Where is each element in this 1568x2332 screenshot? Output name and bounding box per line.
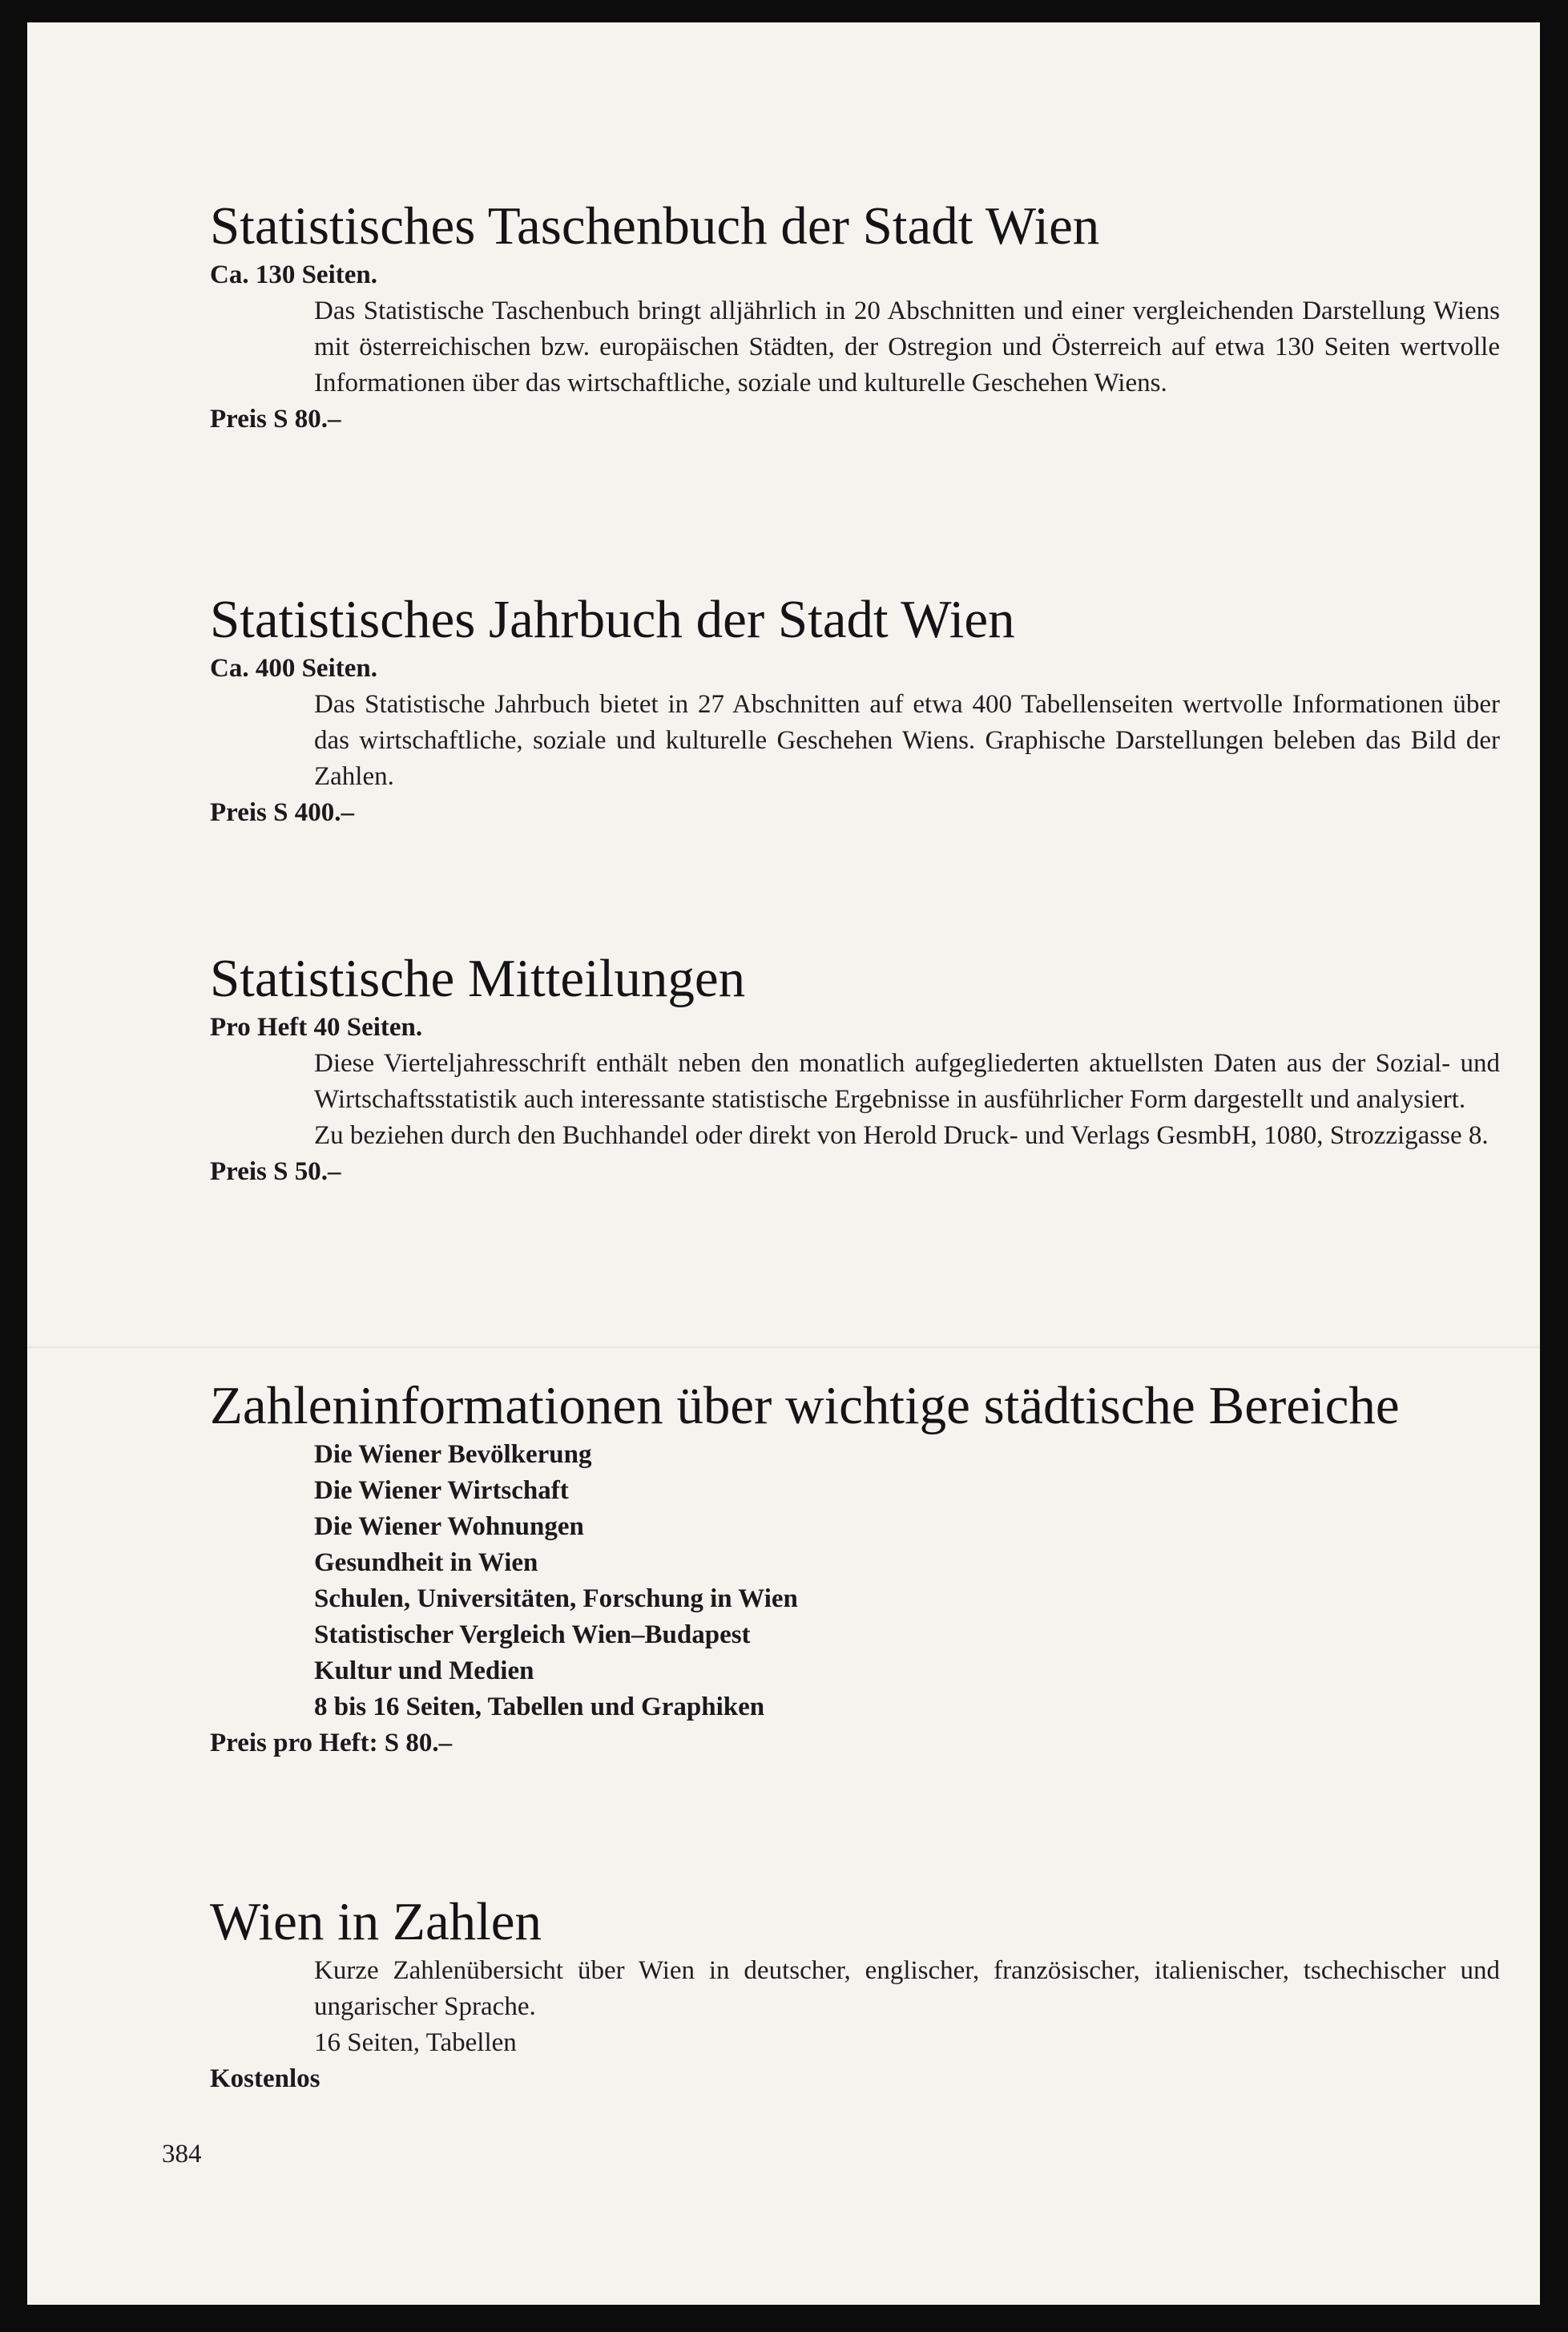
section-jahrbuch	[210, 589, 1500, 831]
section-price: Kostenlos	[210, 2064, 320, 2094]
topic-list	[314, 1437, 1500, 1725]
list-item: Statistischer Vergleich Wien–Budapest	[314, 1620, 751, 1650]
section-wien-in-zahlen	[210, 1891, 1500, 2097]
section-heading: Statistische Mitteilungen	[210, 949, 746, 1008]
list-item: Die Wiener Wohnungen	[314, 1512, 584, 1542]
list-item: Gesundheit in Wien	[314, 1548, 538, 1578]
section-meta: Pro Heft 40 Seiten.	[210, 1013, 423, 1043]
section-price: Preis pro Heft: S 80.–	[210, 1729, 453, 1758]
section-price: Preis S 80.–	[210, 405, 341, 434]
section-zahleninformationen	[210, 1375, 1500, 1761]
list-item: 8 bis 16 Seiten, Tabellen und Graphiken	[314, 1693, 765, 1722]
page-fold-line	[27, 1346, 1540, 1349]
section-heading: Statistisches Taschenbuch der Stadt Wien	[210, 196, 1100, 256]
section-body: 16 Seiten, Tabellen	[314, 2028, 517, 2058]
section-body: Kurze Zahlenübersicht über Wien in deutscher, englischer, französischer, italienischer, tschechischer und ungarischer Sprache.	[314, 1956, 1500, 2022]
section-meta: Ca. 130 Seiten.	[210, 260, 377, 290]
list-item: Die Wiener Bevölkerung	[314, 1440, 592, 1470]
section-body: Das Statistische Jahrbuch bietet in 27 Abschnitten auf etwa 400 Tabellenseiten wertvolle Informationen über das wirtschaftliche, soziale und kulturelle Geschehen Wiens. Graphische Darstellungen beleben das Bild der Zahlen.	[314, 690, 1500, 792]
section-body: Diese Vierteljahresschrift enthält neben den monatlich aufgegliederten aktuellsten Daten aus der Sozial- und Wirtschaftsstatistik auch interessante statistische Ergebnisse in ausführlicher Form dargestellt und analysiert.	[314, 1049, 1500, 1115]
section-body: Das Statistische Taschenbuch bringt alljährlich in 20 Abschnitten und einer vergleichenden Darstellung Wiens mit österreichischen bzw. europäischen Städten, der Ostregion und Österreich auf etwa 130 Seiten wertvolle Informationen über das wirtschaftliche, soziale und kulturelle Geschehen Wiens.	[314, 297, 1500, 398]
section-heading: Zahleninformationen über wichtige städtische Bereiche	[210, 1376, 1400, 1435]
document-page	[27, 22, 1540, 2305]
list-item: Kultur und Medien	[314, 1656, 534, 1686]
section-price: Preis S 50.–	[210, 1157, 341, 1187]
section-meta: Ca. 400 Seiten.	[210, 654, 377, 684]
section-body: Zu beziehen durch den Buchhandel oder direkt von Herold Druck- und Verlags GesmbH, 1080, Strozzigasse 8.	[314, 1121, 1489, 1151]
list-item: Schulen, Universitäten, Forschung in Wien	[314, 1584, 798, 1614]
section-mitteilungen	[210, 948, 1500, 1190]
list-item: Die Wiener Wirtschaft	[314, 1476, 569, 1506]
section-price: Preis S 400.–	[210, 798, 354, 828]
section-heading: Statistisches Jahrbuch der Stadt Wien	[210, 590, 1015, 649]
section-heading: Wien in Zahlen	[210, 1892, 542, 1951]
page-number: 384	[162, 2140, 202, 2169]
section-taschenbuch	[210, 196, 1500, 438]
